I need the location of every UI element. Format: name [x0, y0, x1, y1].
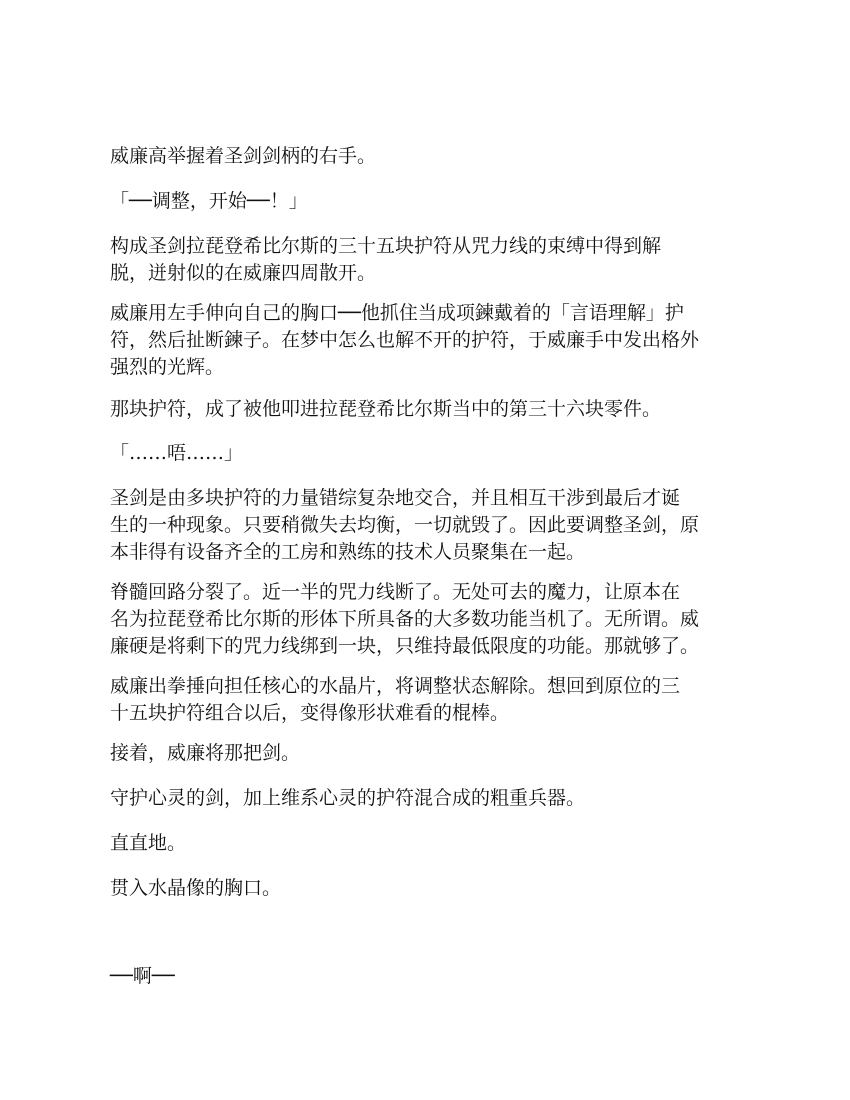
text-line: 符，然后扯断鍊子。在梦中怎么也解不开的护符，于威廉手中发出格外	[110, 329, 700, 351]
text-line: 强烈的光辉。	[110, 356, 225, 378]
text-line: 脱，迸射似的在威廉四周散开。	[110, 262, 377, 284]
paragraph-3	[110, 233, 750, 287]
text-line: 圣剑是由多块护符的力量错综复杂地交合，并且相互干涉到最后才诞	[110, 487, 681, 509]
text-line: 「──调整，开始──！」	[110, 190, 308, 212]
text-line: 威廉用左手伸向自己的胸口──他抓住当成项鍊戴着的「言语理解」护	[110, 302, 684, 324]
text-line: 威廉出拳捶向担任核心的水晶片，将调整状态解除。想回到原位的三	[110, 675, 681, 697]
paragraph-14	[110, 963, 750, 990]
paragraph-12	[110, 830, 750, 857]
text-line: 名为拉琵登希比尔斯的形体下所具备的大多数功能当机了。无所谓。威	[110, 608, 700, 630]
paragraph-10	[110, 740, 750, 767]
text-line: 本非得有设备齐全的工房和熟练的技术人员聚集在一起。	[110, 541, 586, 563]
paragraph-8	[110, 579, 750, 660]
text-line: 贯入水晶像的胸口。	[110, 877, 282, 899]
paragraph-4	[110, 300, 750, 381]
text-line: 威廉高举握着圣剑剑柄的右手。	[110, 145, 377, 167]
text-line: 生的一种现象。只要稍微失去均衡，一切就毁了。因此要调整圣剑，原	[110, 514, 700, 536]
text-line: 守护心灵的剑，加上维系心灵的护符混合成的粗重兵器。	[110, 787, 586, 809]
paragraph-6	[110, 440, 750, 467]
paragraph-13	[110, 875, 750, 902]
text-line: 构成圣剑拉琵登希比尔斯的三十五块护符从咒力线的束缚中得到解	[110, 235, 662, 257]
text-line: 直直地。	[110, 832, 187, 854]
paragraph-11	[110, 785, 750, 812]
text-line: 十五块护符组合以后，变得像形状难看的棍棒。	[110, 702, 510, 724]
paragraph-5	[110, 396, 750, 423]
text-line: 廉硬是将剩下的咒力线绑到一块，只维持最低限度的功能。那就够了。	[110, 635, 700, 657]
paragraph-2	[110, 188, 750, 215]
text-line: 那块护符，成了被他叩进拉琵登希比尔斯当中的第三十六块零件。	[110, 398, 662, 420]
text-line: 接着，威廉将那把剑。	[110, 742, 301, 764]
text-line: 「……唔……」	[110, 442, 244, 464]
paragraph-1	[110, 143, 750, 170]
text-line: ──啊──	[110, 965, 175, 987]
text-line: 脊髓回路分裂了。近一半的咒力线断了。无处可去的魔力，让原本在	[110, 581, 681, 603]
paragraph-7	[110, 485, 750, 566]
paragraph-9	[110, 673, 750, 727]
